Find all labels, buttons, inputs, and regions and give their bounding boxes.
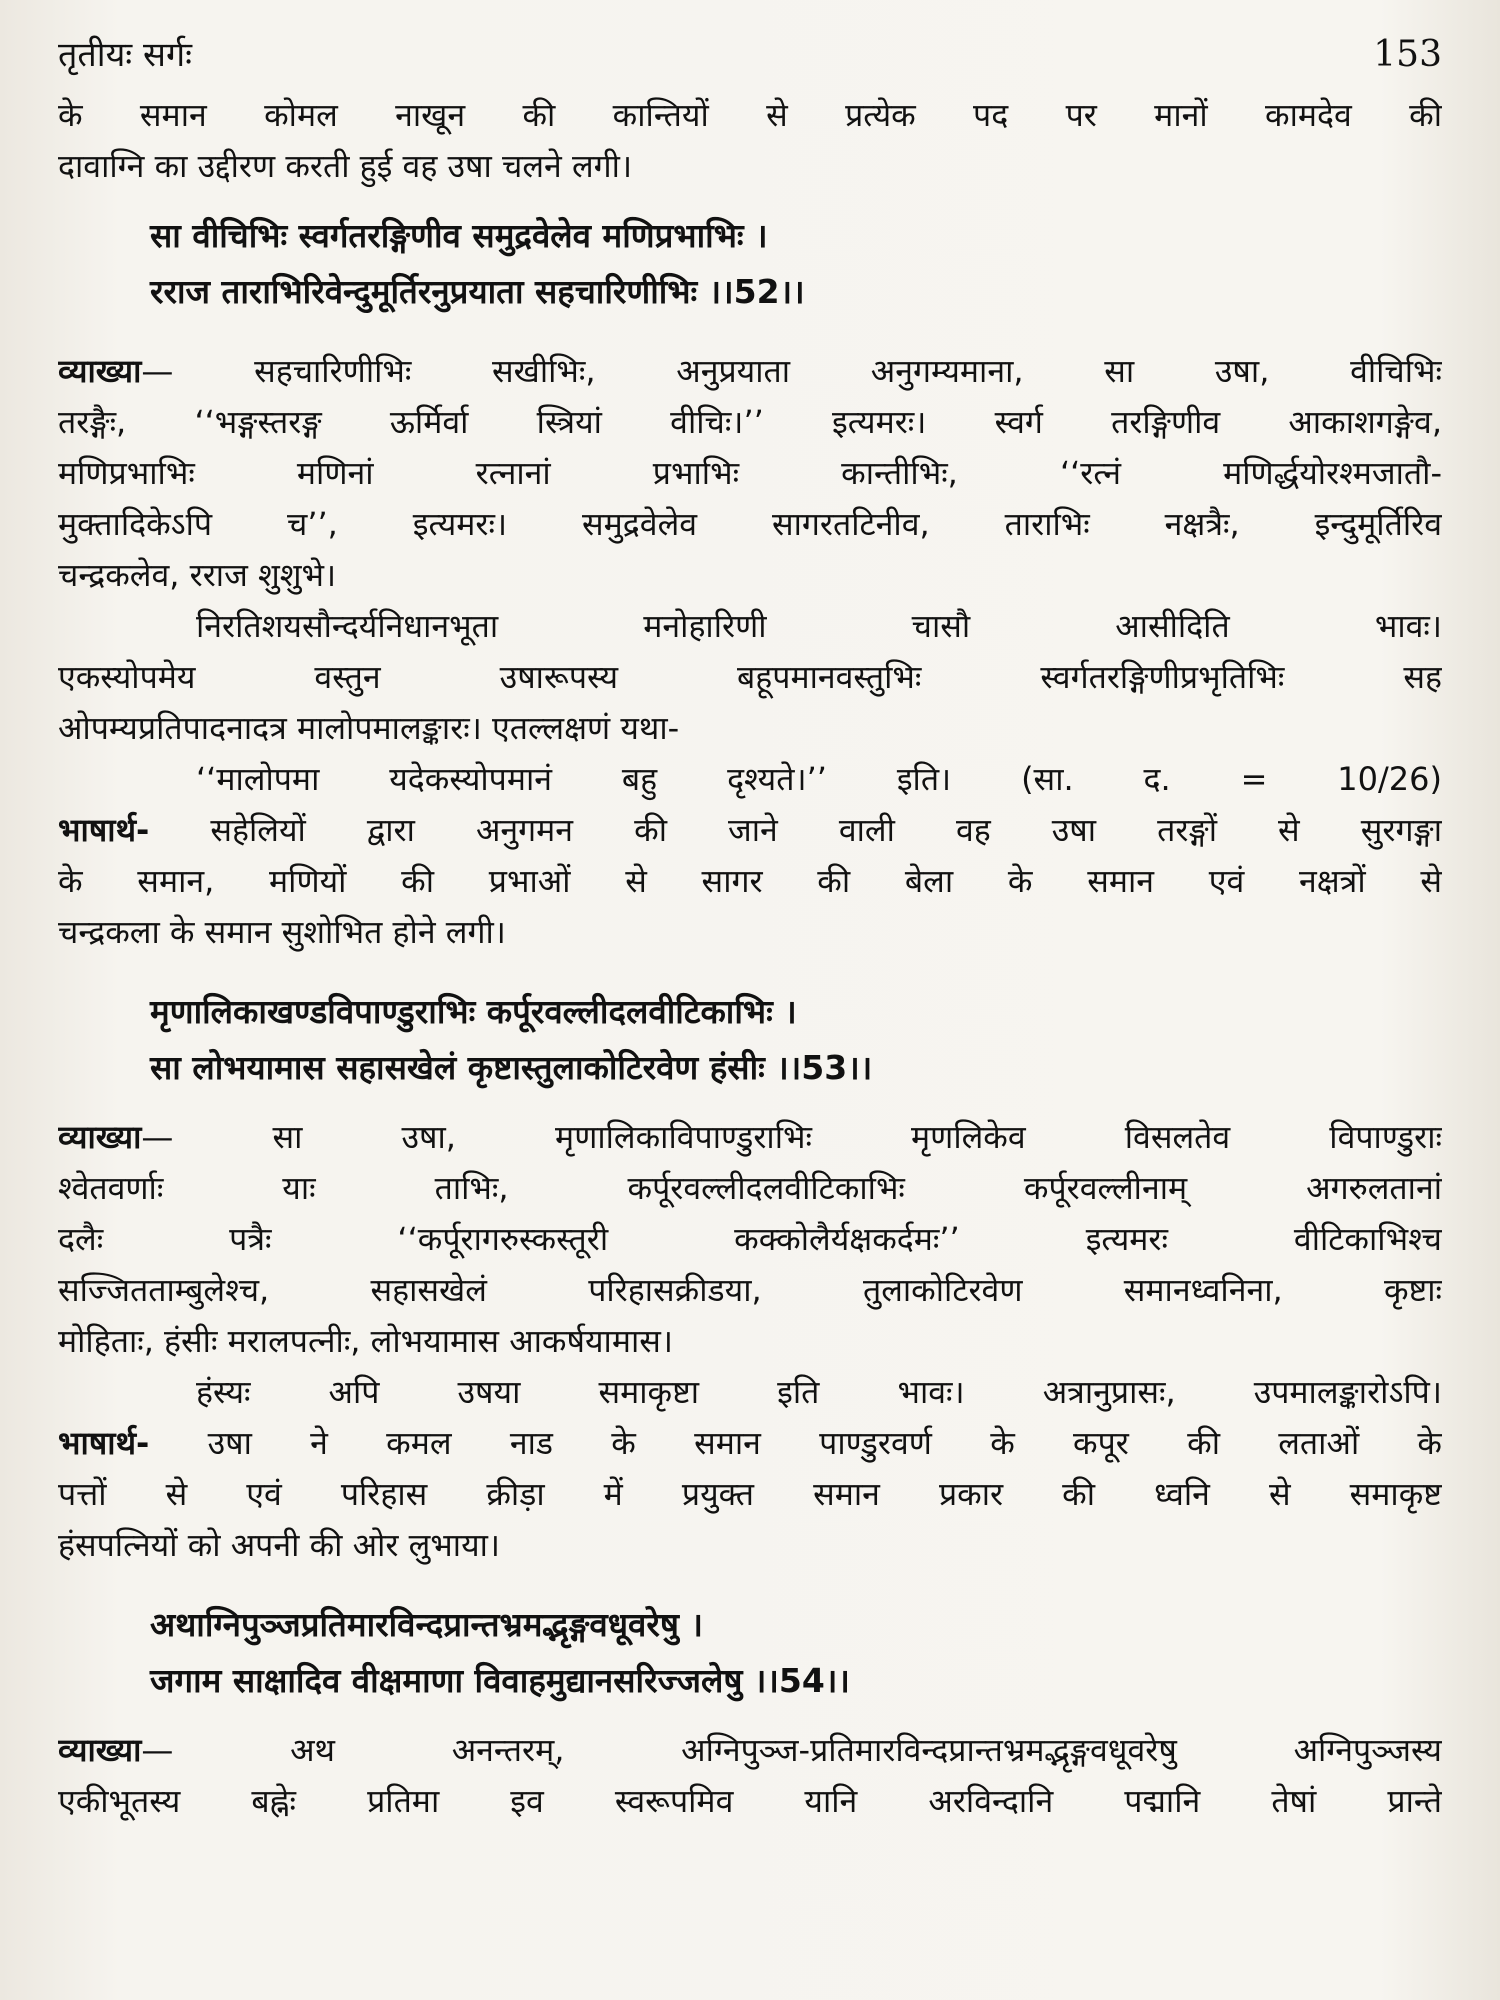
vyakhya-label: व्याख्या xyxy=(58,1118,142,1156)
bhavartha-label: भाषार्थ- xyxy=(58,811,150,849)
text-line: दावाग्नि का उद्दीरण करती हुई वह उषा चलने लगी। xyxy=(58,147,633,185)
commentary-text: — सा उषा, मृणालिकाविपाण्डुराभिः मृणलिकेव विसलतेव विपाण्डुराः xyxy=(141,1118,1442,1156)
translation-line xyxy=(58,1418,1442,1469)
commentary-line: दलैः पत्रैः ‘‘कर्पूरागरुस्कस्तूरी कक्कोलैर्यक्षकर्दमः’’ इत्यमरः वीटिकाभिश्च xyxy=(58,1220,1442,1258)
commentary-line: मोहिताः, हंसीः मरालपत्नीः, लोभयामास आकर्षयामास। xyxy=(58,1322,674,1360)
commentary-line: तरङ्गैः, ‘‘भङ्गस्तरङ्ग ऊर्मिर्वा स्त्रियां वीचिः।’’ इत्यमरः। स्वर्ग तरङ्गिणीव आकाशगङ्गेव, xyxy=(58,403,1442,441)
page-body xyxy=(58,90,1442,1827)
commentary-line: हंस्यः अपि उषया समाकृष्टा इति भावः। अत्रानुप्रासः, उपमालङ्कारोऽपि। xyxy=(196,1373,1442,1411)
vyakhya-label: व्याख्या xyxy=(58,352,142,390)
verse-line: सा वीचिभिः स्वर्गतरङ्गिणीव समुद्रवेलेव मणिप्रभाभिः । xyxy=(150,216,768,255)
commentary-line: निरतिशयसौन्दर्यनिधानभूता मनोहारिणी चासौ आसीदिति भावः। xyxy=(196,607,1442,645)
commentary-line: मुक्तादिकेऽपि च’’, इत्यमरः। समुद्रवेलेव सागरतटिनीव, ताराभिः नक्षत्रैः, इन्दुमूर्तिरिव xyxy=(58,505,1442,543)
commentary-line xyxy=(58,346,1442,397)
translation-line: हंसपत्नियों को अपनी की ओर लुभाया। xyxy=(58,1526,501,1564)
translation-text: उषा ने कमल नाड के समान पाण्डुरवर्ण के कपूर की लताओं के xyxy=(149,1424,1442,1462)
quotation-line: ‘‘मालोपमा यदेकस्योपमानं बहु दृश्यते।’’ इति। (सा. द. = 10/26) xyxy=(196,760,1442,798)
commentary-line: एकीभूतस्य बह्नेः प्रतिमा इव स्वरूपमिव यानि अरविन्दानि पद्मानि तेषां प्रान्ते xyxy=(58,1782,1442,1820)
verse-line: मृणालिकाखण्डविपाण्डुराभिः कर्पूरवल्लीदलवीटिकाभिः । xyxy=(150,992,797,1031)
commentary-line xyxy=(58,1725,1442,1776)
translation-line: पत्तों से एवं परिहास क्रीड़ा में प्रयुक्त समान प्रकार की ध्वनि से समाकृष्ट xyxy=(58,1475,1442,1513)
verse-line: जगाम साक्षादिव वीक्षमाणा विवाहमुद्यानसरिज्जलेषु ।।54।। xyxy=(150,1661,850,1700)
translation-line: चन्द्रकला के समान सुशोभित होने लगी। xyxy=(58,913,506,951)
commentary-text: — सहचारिणीभिः सखीभिः, अनुप्रयाता अनुगम्यमाना, सा उषा, वीचिभिः xyxy=(141,352,1442,390)
vyakhya-label: व्याख्या xyxy=(58,1731,142,1769)
verse-line: अथाग्निपुञ्जप्रतिमारविन्दप्रान्तभ्रमद्भृङ्गवधूवरेषु । xyxy=(150,1605,703,1644)
commentary-line: मणिप्रभाभिः मणिनां रत्नानां प्रभाभिः कान्तीभिः, ‘‘रत्नं मणिर्द्धयोरश्मजातौ- xyxy=(58,454,1442,492)
commentary-line: ओपम्यप्रतिपादनादत्र मालोपमालङ्कारः। एतल्लक्षणं यथा- xyxy=(58,709,680,747)
commentary-line: एकस्योपमेय वस्तुन उषारूपस्य बहूपमानवस्तुभिः स्वर्गतरङ्गिणीप्रभृतिभिः सह xyxy=(58,658,1442,696)
commentary-line xyxy=(58,1112,1442,1163)
text-line: के समान कोमल नाखून की कान्तियों से प्रत्येक पद पर मानों कामदेव की xyxy=(58,96,1442,134)
verse-line: सा लोभयामास सहासखेलं कृष्टास्तुलाकोटिरवेण हंसीः ।।53।। xyxy=(150,1048,873,1087)
running-header xyxy=(58,30,1442,80)
commentary-line: चन्द्रकलेव, रराज शुशुभे। xyxy=(58,556,337,594)
chapter-title: तृतीयः सर्गः xyxy=(58,35,192,75)
bhavartha-label: भाषार्थ- xyxy=(58,1424,150,1462)
translation-line xyxy=(58,805,1442,856)
page-number: 153 xyxy=(1373,34,1442,75)
translation-text: सहेलियों द्वारा अनुगमन की जाने वाली वह उषा तरङ्गों से सुरगङ्गा xyxy=(149,811,1442,849)
commentary-line: श्वेतवर्णाः याः ताभिः, कर्पूरवल्लीदलवीटिकाभिः कर्पूरवल्लीनाम् अगरुलतानां xyxy=(58,1169,1442,1207)
commentary-text: — अथ अनन्तरम्, अग्निपुञ्ज-प्रतिमारविन्दप्रान्तभ्रमद्भृङ्गवधूवरेषु अग्निपुञ्जस्य xyxy=(141,1731,1442,1769)
translation-line: के समान, मणियों की प्रभाओं से सागर की बेला के समान एवं नक्षत्रों से xyxy=(58,862,1442,900)
verse-line: रराज ताराभिरिवेन्दुमूर्तिरनुप्रयाता सहचारिणीभिः ।।52।। xyxy=(150,272,805,311)
commentary-line: सज्जितताम्बुलेश्च, सहासखेलं परिहासक्रीडया, तुलाकोटिरवेण समानध्वनिना, कृष्टाः xyxy=(58,1271,1442,1309)
